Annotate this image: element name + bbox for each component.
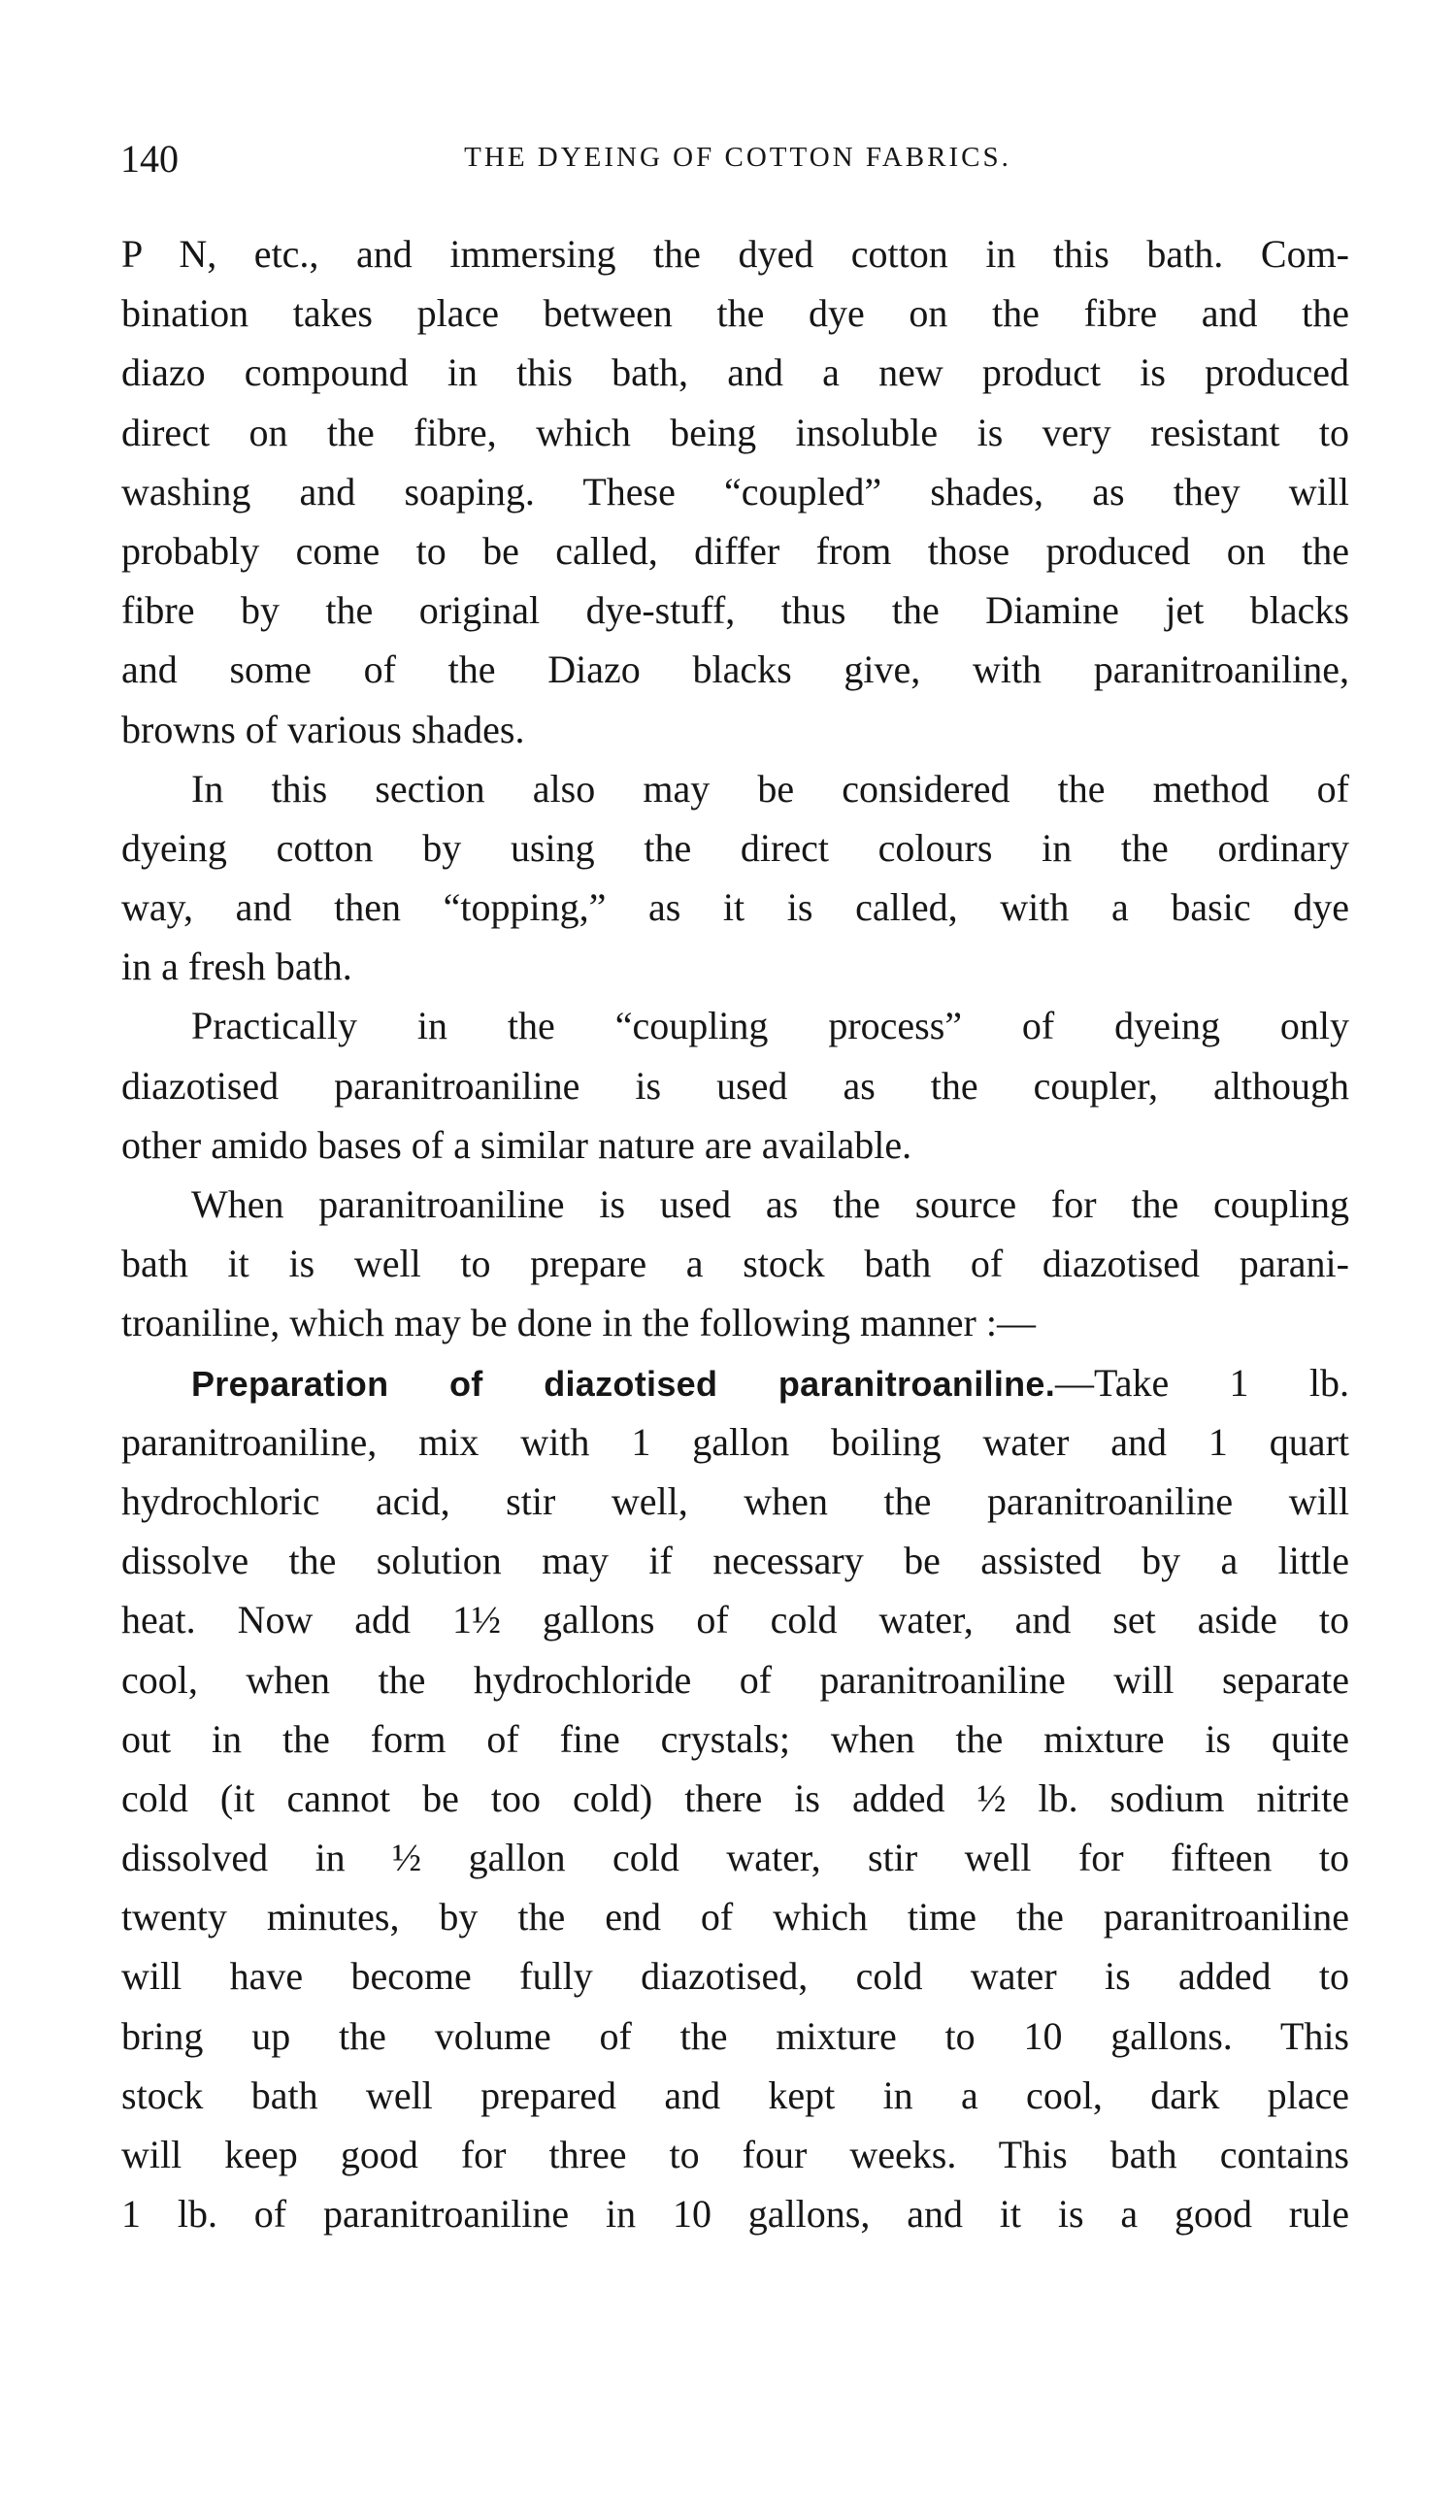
text-line [121, 462, 1349, 521]
text-line [121, 521, 1349, 580]
text-line [121, 2184, 1349, 2243]
section-paragraph [121, 1353, 1349, 2244]
text-line-content: When paranitroaniline is used as the source for the coupling [191, 1182, 1349, 1226]
paragraph [121, 1175, 1349, 1353]
text-line-content: P N, etc., and immersing the dyed cotton in this bath. Com- [121, 232, 1349, 276]
text-line-content: twenty minutes, by the end of which time the paranitroaniline [121, 1895, 1349, 1940]
text-line-content: browns of various shades. [121, 707, 525, 751]
text-line-content: diazo compound in this bath, and a new product is produced [121, 350, 1349, 395]
text-line-content: bring up the volume of the mixture to 10 gallons. This [121, 2013, 1349, 2058]
text-line [121, 1531, 1349, 1590]
text-line [121, 343, 1349, 402]
text-line [121, 580, 1349, 640]
text-line [121, 1293, 1349, 1352]
text-line [121, 1412, 1349, 1472]
text-line-content: 1 lb. of paranitroaniline in 10 gallons, and it is a good rule [121, 2192, 1349, 2237]
text-run: —Take 1 lb. [1055, 1360, 1349, 1405]
text-line [121, 403, 1349, 462]
text-line-content [191, 1353, 1349, 1413]
text-line [121, 1887, 1349, 1946]
text-line-content: way, and then “topping,” as it is called, with a basic dye [121, 885, 1349, 930]
text-line [121, 1234, 1349, 1293]
text-line-content: troaniline, which may be done in the following manner :— [121, 1301, 1036, 1345]
text-line [121, 1650, 1349, 1709]
text-line-content: cool, when the hydrochloride of paranitroaniline will separate [121, 1657, 1349, 1702]
text-line [121, 937, 1349, 996]
text-line-content: bination takes place between the dye on the fibre and the [121, 291, 1349, 336]
text-line [121, 2006, 1349, 2066]
text-line-content: In this section also may be considered the method of [191, 766, 1349, 811]
text-line [121, 283, 1349, 343]
text-line-content: other amido bases of a similar nature are available. [121, 1122, 912, 1167]
paragraph [121, 996, 1349, 1175]
text-line [121, 640, 1349, 699]
text-line-content: cold (it cannot be too cold) there is added ½ lb. sodium nitrite [121, 1775, 1349, 1820]
text-line-content: and some of the Diazo blacks give, with paranitroaniline, [121, 647, 1349, 692]
text-line-content: probably come to be called, differ from those produced on the [121, 528, 1349, 573]
text-line-content: will have become fully diazotised, cold water is added to [121, 1954, 1349, 1999]
text-line-content: Practically in the “coupling process” of dyeing only [191, 1004, 1349, 1048]
text-line [121, 1769, 1349, 1828]
text-line-content: in a fresh bath. [121, 945, 352, 989]
text-line [121, 224, 1349, 283]
text-line-content: bath it is well to prepare a stock bath of diazotised parani- [121, 1242, 1349, 1286]
text-line-content: diazotised paranitroaniline is used as the coupler, although [121, 1063, 1349, 1108]
text-line-content: heat. Now add 1½ gallons of cold water, and set aside to [121, 1598, 1349, 1642]
text-line [121, 1709, 1349, 1769]
text-line-content: out in the form of fine crystals; when the mixture is quite [121, 1716, 1349, 1761]
text-line-content: stock bath well prepared and kept in a cool, dark place [121, 2072, 1349, 2117]
paragraph [121, 759, 1349, 997]
text-line [121, 818, 1349, 878]
text-line [121, 1472, 1349, 1531]
text-line [121, 700, 1349, 759]
text-line-content: dissolve the solution may if necessary be assisted by a little [121, 1539, 1349, 1583]
section-heading: Preparation of diazotised paranitroaniline. [191, 1363, 1056, 1404]
text-line-content: hydrochloric acid, stir well, when the paranitroaniline will [121, 1478, 1349, 1523]
text-line [121, 1115, 1349, 1175]
text-line-content: dyeing cotton by using the direct colours in the ordinary [121, 825, 1349, 870]
text-line [121, 1828, 1349, 1887]
text-line-content: fibre by the original dye-stuff, thus the Diamine jet blacks [121, 588, 1349, 633]
text-line-content: direct on the fibre, which being insoluble is very resistant to [121, 410, 1349, 454]
text-line [121, 1175, 1349, 1234]
text-line [121, 1353, 1349, 1412]
text-line [121, 1946, 1349, 2006]
body-text [121, 224, 1349, 2243]
text-line [121, 1590, 1349, 1649]
text-line [121, 2125, 1349, 2184]
text-line-content: dissolved in ½ gallon cold water, stir well for fifteen to [121, 1836, 1349, 1880]
paragraph [121, 224, 1349, 759]
running-title: THE DYEING OF COTTON FABRICS. [464, 142, 1011, 173]
text-line [121, 996, 1349, 1055]
text-line [121, 759, 1349, 818]
text-line [121, 878, 1349, 937]
text-line [121, 2066, 1349, 2125]
text-line-content: will keep good for three to four weeks. This bath contains [121, 2133, 1349, 2176]
text-line-content: paranitroaniline, mix with 1 gallon boiling water and 1 quart [121, 1419, 1349, 1464]
text-line [121, 1056, 1349, 1115]
text-line-content: washing and soaping. These “coupled” shades, as they will [121, 469, 1349, 514]
page-number: 140 [120, 137, 179, 181]
